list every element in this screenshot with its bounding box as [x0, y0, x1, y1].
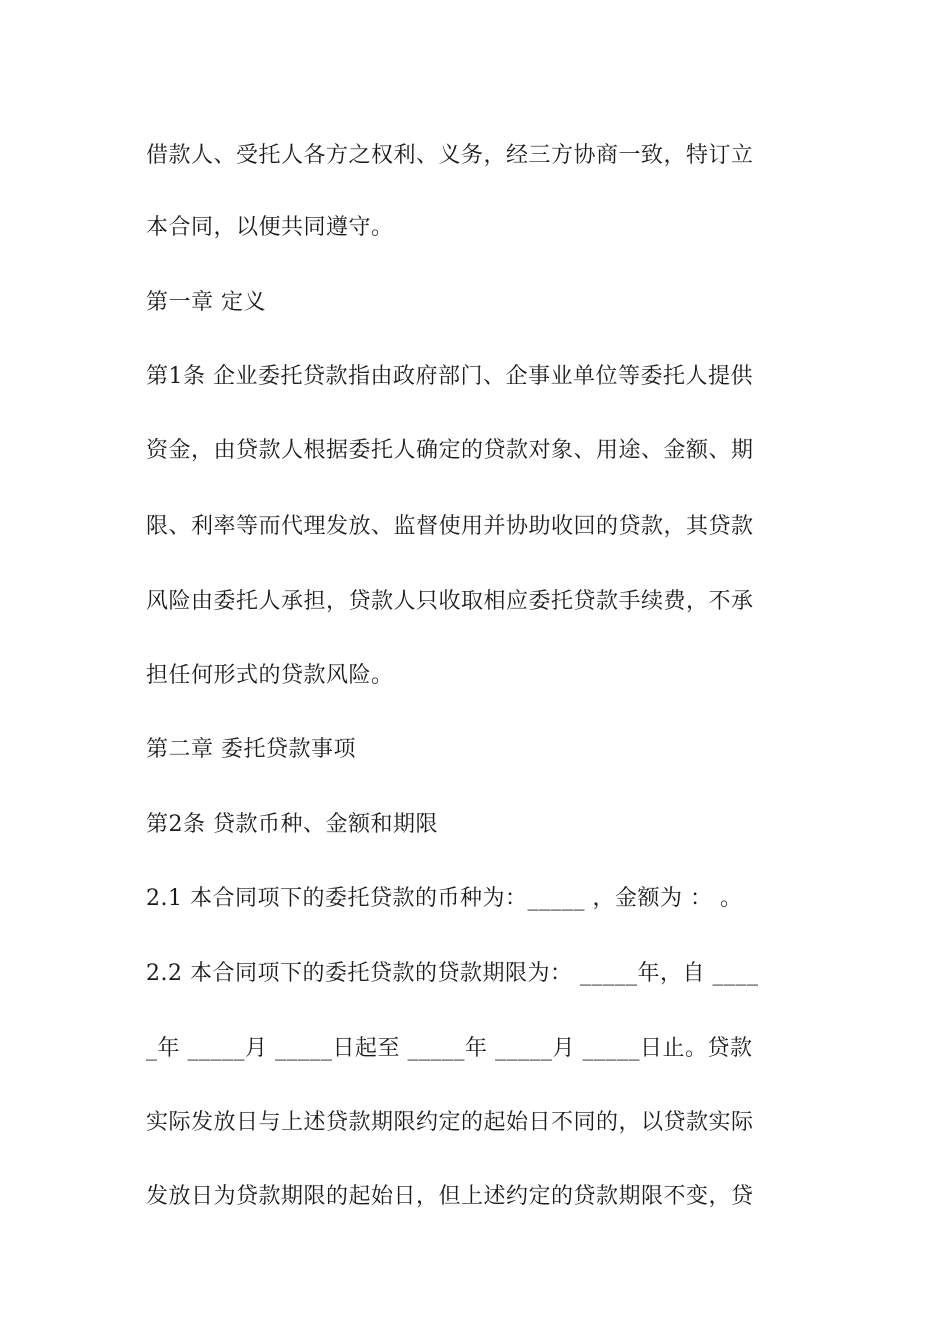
text-line-15: 发放日为贷款期限的起始日，但上述约定的贷款期限不变，贷: [146, 1184, 754, 1209]
text-line-7: 风险由委托人承担，贷款人只收取相应委托贷款手续费，不承: [146, 589, 754, 614]
chapter-heading-2: 第二章 委托贷款事项: [146, 737, 356, 762]
text-line-5: 资金，由贷款人根据委托人确定的贷款对象、用途、金额、期: [146, 438, 754, 463]
text-line-8: 担任何形式的贷款风险。: [146, 663, 394, 688]
clause-2-2: 2.2 本合同项下的委托贷款的贷款期限为： _____年，自 ____: [146, 961, 759, 986]
text-line-14: 实际发放日与上述贷款期限约定的起始日不同的，以贷款实际: [146, 1110, 754, 1135]
text-line-1: 借款人、受托人各方之权利、义务，经三方协商一致，特订立: [146, 143, 754, 168]
text-line-2: 本合同，以便共同遵守。: [146, 215, 394, 240]
clause-2-1: 2.1 本合同项下的委托贷款的币种为：_____ ，金额为 ： 。: [146, 886, 743, 911]
text-line-13: _年 _____月 _____日起至 _____年 _____月 _____日止。贷款: [146, 1036, 753, 1061]
chapter-heading-1: 第一章 定义: [146, 290, 266, 315]
article-heading-2: 第2条 贷款币种、金额和期限: [146, 812, 438, 837]
text-line-4: 第1条 企业委托贷款指由政府部门、企事业单位等委托人提供: [146, 364, 753, 389]
text-line-6: 限、利率等而代理发放、监督使用并协助收回的贷款，其贷款: [146, 514, 754, 539]
